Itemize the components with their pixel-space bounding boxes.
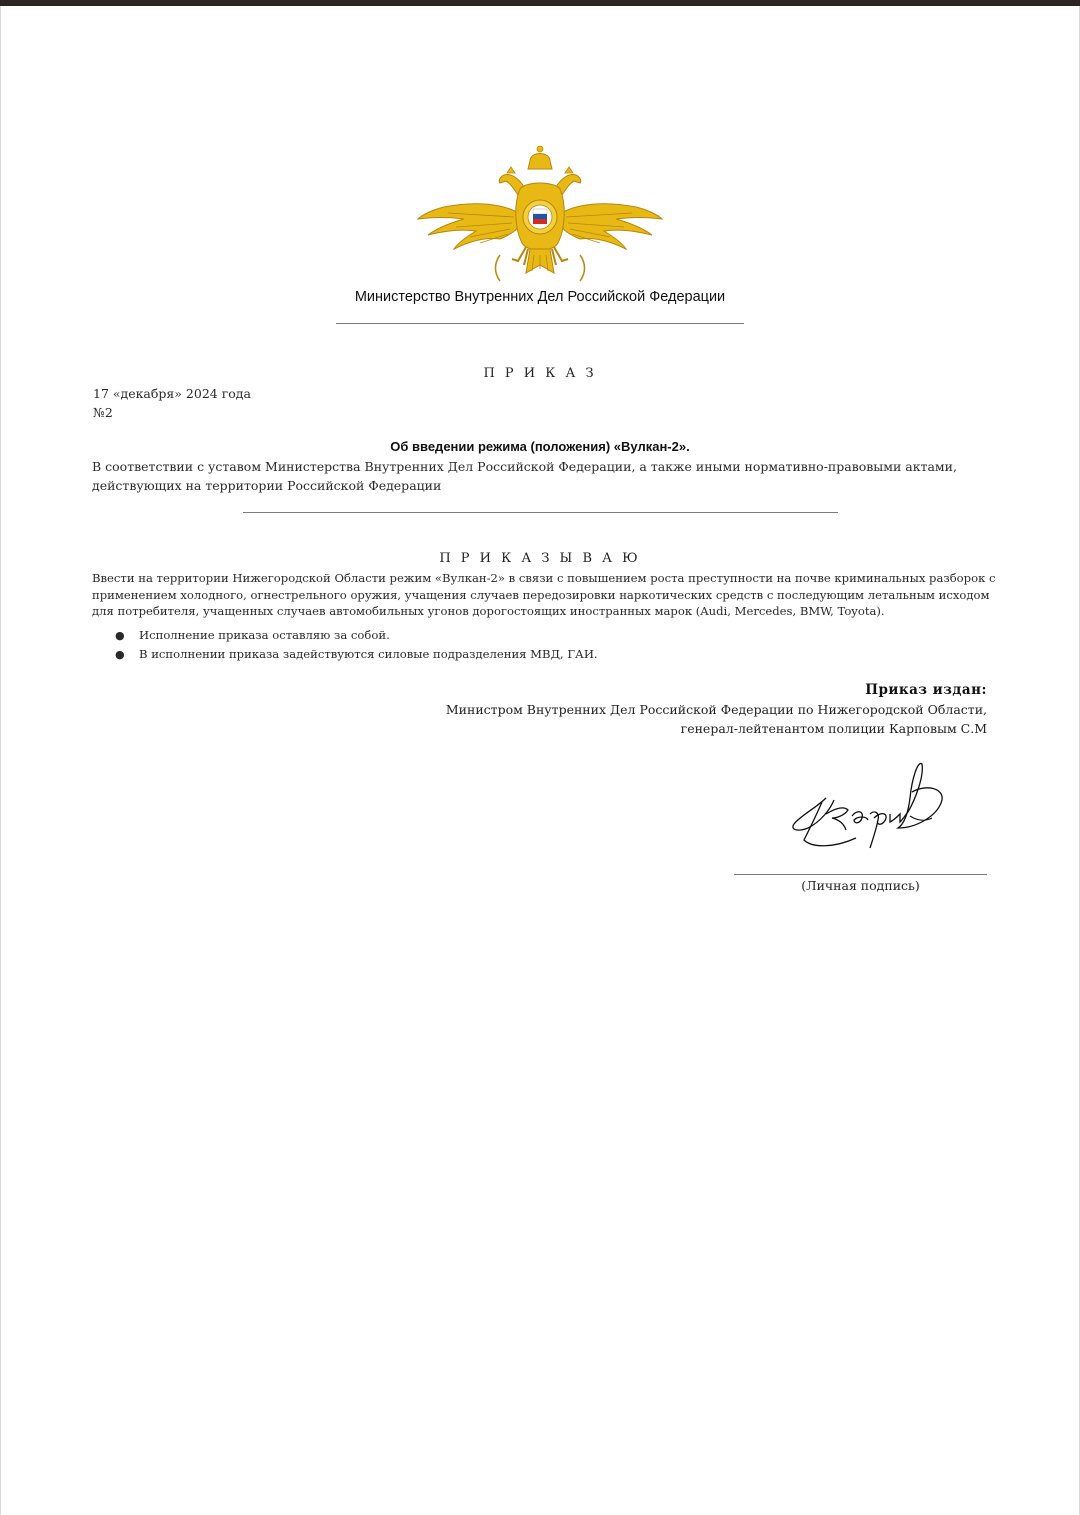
issuer-block [446, 681, 987, 738]
issuer-label: Приказ издан: [865, 682, 987, 698]
directive-list [113, 626, 598, 664]
order-title: П Р И К А З [483, 366, 597, 381]
order-subject: Об введении режима (положения) «Вулкан-2». [390, 439, 690, 454]
signature-caption: (Личная подпись) [801, 878, 920, 893]
issuer-line-1: Министром Внутренних Дел Российской Федерации по Нижегородской Области, [445, 702, 987, 717]
directive-title: П Р И К А З Ы В А Ю [439, 551, 641, 566]
order-date: 17 «декабря» 2024 года [93, 386, 251, 401]
ministry-name: Министерство Внутренних Дел Российской Федерации [354, 289, 726, 305]
list-item-text: Исполнение приказа оставляю за собой. [139, 628, 390, 642]
signature-line [734, 874, 987, 875]
bullet-icon: ● [115, 629, 125, 642]
bullet-icon: ● [115, 648, 125, 661]
page-edge-left [0, 6, 1, 1515]
list-item [113, 645, 598, 664]
list-item [113, 626, 598, 645]
order-number: №2 [93, 405, 113, 420]
list-item-text: В исполнении приказа задействуются силовые подразделения МВД, ГАИ. [139, 647, 598, 661]
handwritten-signature [786, 758, 948, 854]
mvd-emblem-icon [414, 143, 666, 288]
directive-body: Ввести на территории Нижегородской Области режим «Вулкан-2» в связи с повышением роста преступности на почве криминальных разборок с применением холодного, огнестрельного оружия, учащения случаев передозировки наркотических средств с последующим летальным исходом для потребителя, учащенных случаев автомобильных угонов дорогостоящих иностранных марок (Audi, Mercedes, BMW, Toyota). [92, 571, 996, 618]
issuer-line-2: генерал-лейтенантом полиции Карповым С.М [680, 721, 987, 736]
preamble-divider [243, 512, 838, 513]
header-divider [336, 323, 744, 324]
order-preamble: В соответствии с уставом Министерства Внутренних Дел Российской Федерации, а также иными нормативно-правовыми актами, действующих на территории Российской Федерации [92, 459, 957, 493]
top-bar [0, 0, 1080, 6]
